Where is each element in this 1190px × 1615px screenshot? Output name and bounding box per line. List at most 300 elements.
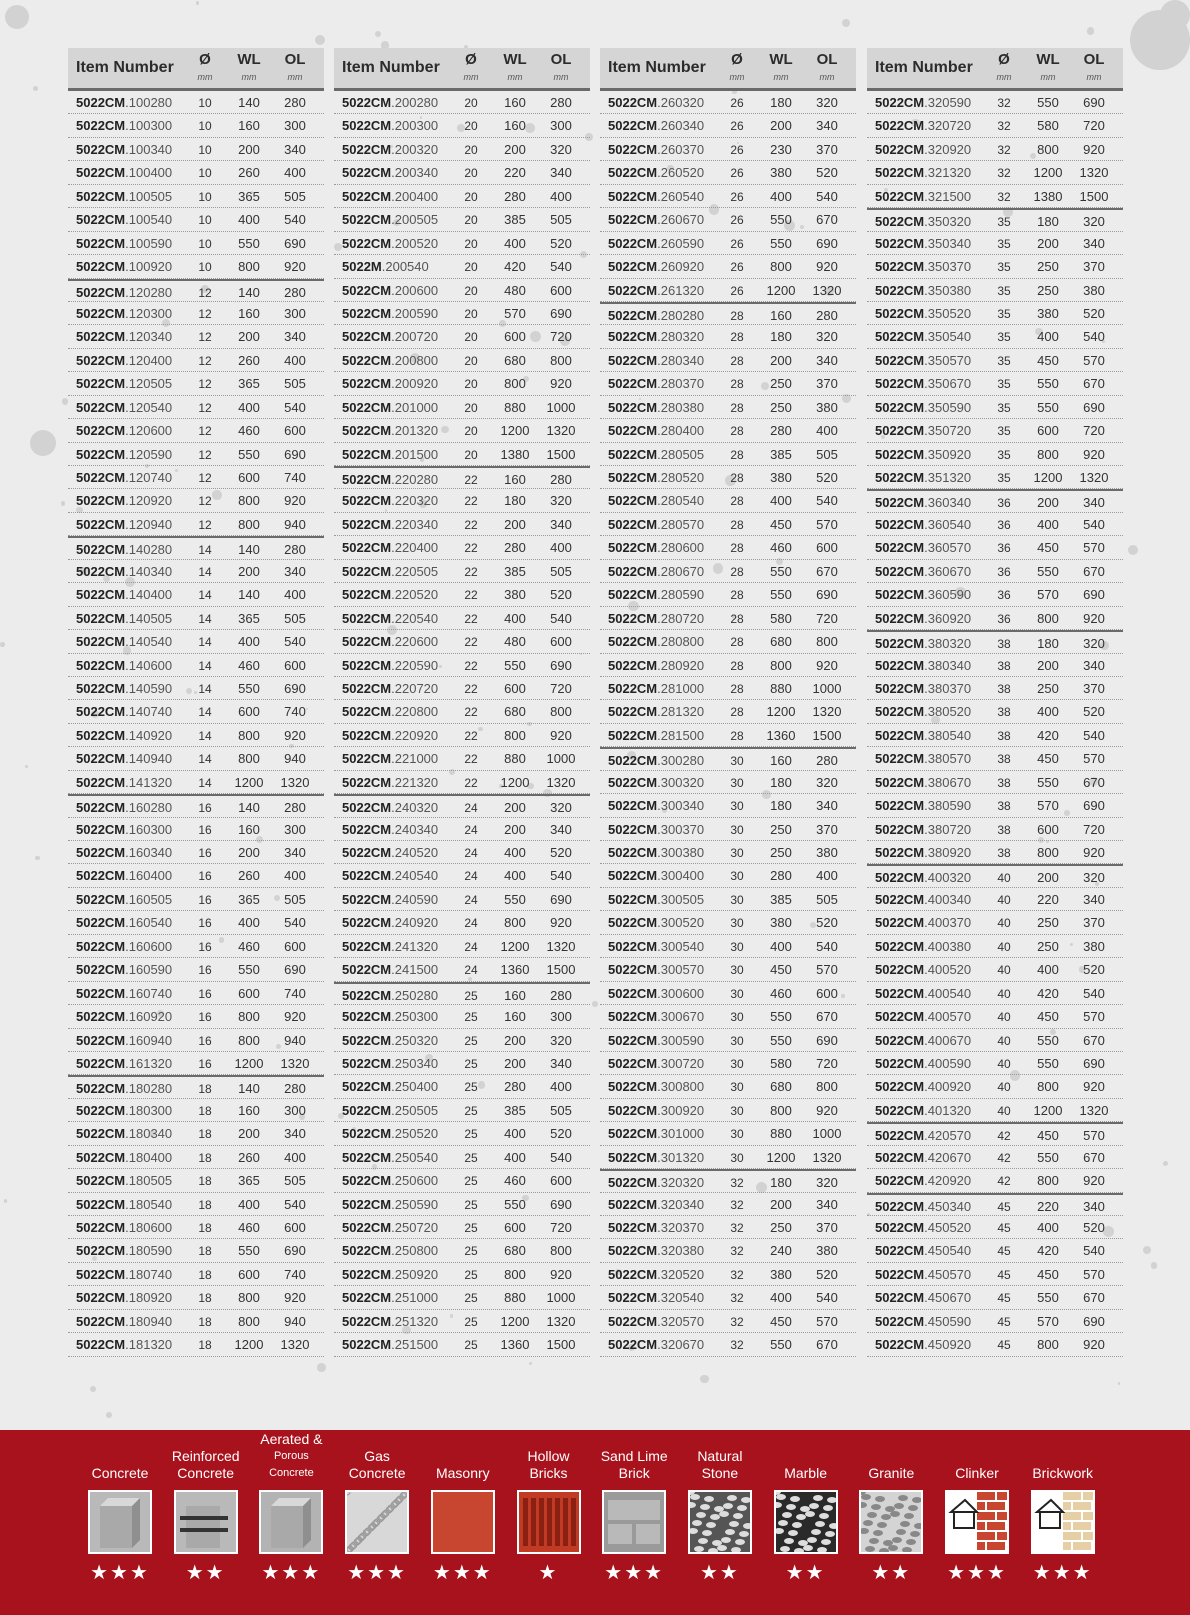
overall-length-value: 320 [550, 1032, 572, 1048]
overall-length-value: 1320 [546, 423, 576, 439]
overall-length-value: 370 [816, 821, 838, 837]
diameter-value: 30 [730, 1033, 744, 1048]
working-length-value: 200 [238, 845, 260, 860]
working-length-value: 250 [1037, 259, 1059, 275]
working-length-value: 800 [1037, 610, 1059, 626]
table-row [600, 700, 856, 723]
working-length-value: 200 [238, 563, 260, 579]
diameter-value: 25 [464, 1291, 478, 1306]
diameter-value: 30 [730, 799, 744, 814]
hollow-brick-icon [517, 1490, 581, 1554]
diameter-value: 35 [997, 400, 1011, 415]
table-row [600, 794, 856, 817]
diameter-value: 14 [198, 588, 212, 603]
diameter-value: 28 [730, 635, 744, 650]
item-number: 5022CM.100340 [76, 141, 173, 157]
overall-length-value: 940 [284, 516, 306, 532]
table-row [600, 325, 856, 348]
item-number: 5022CM.260320 [608, 95, 705, 110]
working-length-value: 250 [1037, 915, 1059, 931]
working-length-value: 550 [238, 1243, 260, 1259]
item-number: 5022CM.140280 [76, 542, 173, 558]
item-number: 5022CM.300540 [608, 938, 705, 954]
diameter-value: 22 [464, 705, 478, 720]
diameter-value: 32 [730, 1221, 744, 1235]
table-row [867, 185, 1123, 208]
overall-length-value: 1320 [546, 1313, 576, 1329]
table-row [867, 302, 1123, 325]
table-row [334, 1075, 590, 1098]
working-length-value: 550 [1037, 774, 1059, 790]
table-row [68, 372, 324, 395]
item-number: 5022CM.301000 [608, 1126, 705, 1142]
item-number: 5022CM.200300 [342, 118, 439, 134]
material-card [337, 1446, 417, 1585]
table-row [334, 232, 590, 255]
material-label: Masonry [435, 1465, 490, 1481]
table-row [867, 583, 1123, 606]
working-length-value: 460 [238, 657, 260, 673]
working-length-value: 380 [770, 915, 792, 931]
overall-length-value: 920 [550, 376, 572, 392]
rating-stars: ★★★ [604, 1562, 665, 1584]
overall-length-value: 540 [284, 1196, 306, 1212]
diameter-value: 14 [198, 705, 212, 720]
overall-length-value: 520 [1083, 305, 1105, 321]
table-row [334, 466, 590, 489]
overall-length-value: 540 [816, 188, 838, 204]
overall-length-value: 505 [550, 563, 572, 579]
diameter-value: 30 [730, 1080, 744, 1095]
item-number: 5022CM.100540 [76, 212, 173, 228]
overall-length-value: 690 [816, 587, 838, 603]
diameter-value: 38 [997, 752, 1011, 767]
item-number: 5022CM.250300 [342, 1009, 439, 1025]
table-row [867, 794, 1123, 817]
overall-length-value: 280 [816, 753, 838, 769]
material-label: Aerated & [260, 1431, 323, 1447]
overall-length-value: 505 [284, 188, 306, 204]
header-unit: mm [819, 72, 835, 82]
working-length-value: 420 [1037, 985, 1059, 1001]
overall-length-value: 690 [1083, 1313, 1105, 1329]
working-length-value: 1200 [234, 774, 264, 790]
item-number: 5022CM.280505 [608, 446, 705, 462]
overall-length-value: 720 [1083, 118, 1105, 134]
overall-length-value: 920 [550, 727, 572, 743]
item-number: 5022CM.320540 [608, 1290, 705, 1306]
rating-stars: ★★★ [90, 1562, 150, 1584]
item-number: 5022CM.220920 [342, 727, 439, 743]
header-unit: mm [1086, 72, 1102, 82]
working-length-value: 800 [238, 493, 260, 509]
working-length-value: 200 [504, 1055, 526, 1071]
working-length-value: 800 [238, 259, 260, 275]
table-row [334, 325, 590, 348]
rating-stars: ★★ [185, 1562, 226, 1584]
overall-length-value: 540 [1083, 329, 1105, 345]
diameter-value: 18 [198, 1338, 212, 1353]
working-length-value: 200 [1037, 870, 1059, 886]
overall-length-value: 505 [284, 610, 306, 626]
table-row [68, 443, 324, 466]
table-body [68, 91, 324, 1357]
working-length-value: 385 [770, 891, 792, 907]
header-unit: mm [729, 72, 745, 82]
overall-length-value: 340 [550, 165, 572, 181]
table-row [867, 724, 1123, 747]
working-length-value: 380 [1037, 305, 1059, 321]
material-card [509, 1446, 589, 1585]
overall-length-value: 505 [284, 1173, 306, 1189]
table-row [600, 1005, 856, 1028]
item-number: 5022CM.160300 [76, 821, 173, 837]
item-number: 5022CM.320380 [608, 1243, 705, 1259]
table-row [68, 1263, 324, 1286]
item-number: 5022CM.180540 [76, 1196, 173, 1212]
rating-stars: ★ [538, 1562, 559, 1584]
diameter-value: 26 [730, 166, 744, 181]
diameter-value: 28 [730, 330, 744, 345]
overall-length-value: 920 [284, 259, 306, 275]
item-number: 5022CM.280280 [608, 307, 705, 323]
table-header [334, 48, 590, 91]
overall-length-value: 280 [550, 987, 572, 1003]
working-length-value: 450 [1037, 1128, 1059, 1144]
diameter-value: 20 [464, 353, 478, 368]
diameter-value: 25 [464, 1314, 478, 1329]
table-row [334, 1029, 590, 1052]
diameter-value: 32 [730, 1291, 744, 1306]
item-number: 5022CM.120920 [76, 493, 173, 509]
diameter-value: 16 [198, 963, 212, 978]
table-row [68, 1122, 324, 1145]
working-length-value: 250 [770, 821, 792, 837]
working-length-value: 460 [770, 540, 792, 556]
overall-length-value: 320 [550, 141, 572, 157]
working-length-value: 580 [770, 610, 792, 626]
rating-stars: ★★★ [432, 1562, 493, 1584]
diameter-value: 28 [730, 424, 744, 439]
material-card [851, 1446, 931, 1585]
diameter-value: 24 [464, 892, 478, 907]
aerated-concrete-icon [259, 1490, 323, 1554]
table-row [600, 583, 856, 606]
working-length-value: 400 [770, 493, 792, 509]
overall-length-value: 540 [550, 868, 572, 884]
diameter-value: 20 [464, 283, 478, 298]
item-number: 5022CM.321320 [875, 165, 972, 181]
table-row [600, 138, 856, 161]
overall-length-value: 670 [816, 563, 838, 579]
item-number: 5022CM.360540 [875, 516, 972, 532]
material-label-block [680, 1446, 760, 1482]
item-number: 5022CM.300800 [608, 1079, 705, 1095]
overall-length-value: 320 [550, 800, 572, 816]
overall-length-value: 1500 [546, 1337, 576, 1353]
overall-length-value: 1000 [546, 751, 576, 767]
header-item-number: Item Number [76, 59, 174, 76]
item-number: 5022CM.360920 [875, 610, 972, 626]
diameter-value: 25 [464, 1221, 478, 1235]
working-length-value: 550 [238, 962, 260, 978]
working-length-value: 800 [238, 1313, 260, 1329]
item-number: 5022CM.450570 [875, 1266, 972, 1282]
diameter-value: 24 [464, 869, 478, 884]
table-row [68, 1333, 324, 1356]
diameter-value: 20 [464, 400, 478, 415]
diameter-value: 12 [198, 285, 212, 300]
working-length-value: 280 [770, 423, 792, 439]
diameter-value: 16 [198, 869, 212, 884]
material-label-block [337, 1446, 417, 1482]
table-row [600, 443, 856, 466]
diameter-value: 25 [464, 1056, 478, 1071]
diameter-value: 28 [730, 400, 744, 415]
working-length-value: 550 [1037, 563, 1059, 579]
working-length-value: 200 [770, 1196, 792, 1212]
diameter-value: 25 [464, 1338, 478, 1353]
diameter-value: 30 [730, 754, 744, 769]
overall-length-value: 340 [284, 845, 306, 860]
item-number: 5022CM.140400 [76, 587, 173, 603]
working-length-value: 200 [238, 329, 260, 345]
diameter-value: 16 [198, 846, 212, 860]
material-label: Gas [364, 1448, 390, 1464]
working-length-value: 550 [770, 587, 792, 603]
table-row [600, 1146, 856, 1169]
table-row [334, 1052, 590, 1075]
table-row [600, 372, 856, 395]
header-working-length: WL [1036, 51, 1060, 68]
working-length-value: 400 [1037, 704, 1059, 720]
table-row [600, 888, 856, 911]
table-row [600, 864, 856, 887]
item-number: 5022CM.250340 [342, 1055, 439, 1071]
item-number: 5022CM.120280 [76, 284, 173, 300]
item-number: 5022CM.250800 [342, 1243, 439, 1259]
overall-length-value: 340 [284, 329, 306, 345]
diameter-value: 18 [198, 1221, 212, 1235]
table-row [68, 583, 324, 606]
diameter-value: 14 [198, 564, 212, 579]
overall-length-value: 540 [816, 938, 838, 954]
table-row [600, 185, 856, 208]
material-label-block [423, 1446, 503, 1482]
overall-length-value: 920 [1083, 610, 1105, 626]
overall-length-value: 920 [1083, 141, 1105, 157]
working-length-value: 880 [770, 680, 792, 696]
diameter-value: 25 [464, 1267, 478, 1282]
table-row [334, 1005, 590, 1028]
item-number: 5022CM.160280 [76, 800, 173, 816]
table-row [334, 419, 590, 442]
item-number: 5022CM.200400 [342, 188, 439, 204]
material-label-block [1023, 1446, 1103, 1482]
table-row [600, 1239, 856, 1262]
overall-length-value: 505 [816, 446, 838, 462]
overall-length-value: 920 [550, 1266, 572, 1282]
working-length-value: 460 [238, 1220, 260, 1235]
table-row [600, 349, 856, 372]
table-row [334, 888, 590, 911]
item-number: 5022CM.250920 [342, 1266, 439, 1282]
overall-length-value: 400 [816, 423, 838, 439]
table-row [334, 489, 590, 512]
table-row [867, 279, 1123, 302]
clinker-icon [945, 1490, 1009, 1554]
material-label: Reinforced [171, 1448, 240, 1464]
item-table-column [68, 48, 324, 1357]
working-length-value: 800 [238, 1009, 260, 1025]
table-row [334, 1169, 590, 1192]
diameter-value: 26 [730, 236, 744, 251]
item-number: 5022CM.280600 [608, 540, 705, 556]
working-length-value: 200 [238, 1126, 260, 1142]
table-row [600, 1052, 856, 1075]
overall-length-value: 920 [816, 1102, 838, 1118]
diameter-value: 12 [198, 353, 212, 368]
overall-length-value: 370 [816, 141, 838, 157]
diameter-value: 22 [464, 681, 478, 696]
material-card [937, 1446, 1017, 1585]
diameter-value: 26 [730, 119, 744, 134]
working-length-value: 160 [504, 987, 526, 1003]
diameter-value: 30 [730, 846, 744, 860]
diameter-value: 14 [198, 543, 212, 558]
overall-length-value: 1320 [280, 774, 310, 790]
item-number: 5022CM.280520 [608, 470, 705, 485]
overall-length-value: 320 [816, 1175, 838, 1191]
overall-length-value: 400 [816, 868, 838, 884]
material-label: Granite [868, 1465, 915, 1481]
material-label: Concrete [348, 1465, 406, 1481]
overall-length-value: 720 [1083, 821, 1105, 837]
item-number: 5022CM.300280 [608, 753, 705, 769]
item-number: 5022CM.220280 [342, 472, 439, 487]
diameter-value: 45 [997, 1199, 1011, 1214]
working-length-value: 800 [238, 516, 260, 532]
diameter-value: 20 [464, 377, 478, 392]
diameter-value: 35 [997, 377, 1011, 392]
overall-length-value: 940 [284, 1032, 306, 1048]
table-row [867, 935, 1123, 958]
item-number: 5022CM.380570 [875, 751, 972, 767]
overall-length-value: 540 [1083, 727, 1105, 743]
overall-length-value: 1320 [280, 1337, 310, 1353]
item-number: 5022CM.400340 [875, 891, 972, 907]
working-length-value: 460 [238, 423, 260, 439]
working-length-value: 800 [1037, 446, 1059, 462]
overall-length-value: 400 [284, 352, 306, 368]
working-length-value: 400 [504, 1149, 526, 1165]
diameter-value: 35 [997, 260, 1011, 275]
overall-length-value: 690 [1083, 95, 1105, 110]
overall-length-value: 520 [550, 1126, 572, 1142]
table-row [600, 841, 856, 864]
table-row [867, 1193, 1123, 1216]
overall-length-value: 1320 [1079, 1102, 1109, 1118]
diameter-value: 45 [997, 1267, 1011, 1282]
overall-length-value: 540 [284, 915, 306, 931]
working-length-value: 1360 [500, 962, 530, 978]
item-number: 5022CM.100920 [76, 259, 173, 275]
diameter-value: 35 [997, 306, 1011, 321]
working-length-value: 420 [1037, 1243, 1059, 1259]
diameter-value: 18 [198, 1103, 212, 1118]
table-row [334, 583, 590, 606]
item-number: 5022CM.350720 [875, 423, 972, 439]
working-length-value: 450 [1037, 751, 1059, 767]
diameter-value: 20 [464, 119, 478, 134]
item-number: 5022CM.320340 [608, 1196, 705, 1212]
working-length-value: 550 [770, 212, 792, 228]
overall-length-value: 520 [816, 165, 838, 181]
table-row [68, 513, 324, 536]
item-number: 5022CM.160505 [76, 891, 173, 907]
working-length-value: 680 [770, 634, 792, 650]
item-table-column [334, 48, 590, 1357]
item-number: 5022CM.280370 [608, 376, 705, 392]
working-length-value: 280 [504, 1079, 526, 1095]
item-number: 5022CM.260520 [608, 165, 705, 181]
masonry-icon [431, 1490, 495, 1554]
working-length-value: 400 [1037, 962, 1059, 978]
diameter-value: 20 [464, 424, 478, 439]
overall-length-value: 280 [550, 95, 572, 110]
diameter-value: 36 [997, 517, 1011, 532]
overall-length-value: 340 [284, 141, 306, 157]
overall-length-value: 570 [816, 962, 838, 978]
diameter-value: 12 [198, 306, 212, 321]
overall-length-value: 570 [1083, 540, 1105, 556]
overall-length-value: 1000 [546, 1290, 576, 1306]
header-unit: mm [287, 72, 303, 82]
working-length-value: 800 [504, 915, 526, 931]
table-row [68, 771, 324, 794]
working-length-value: 220 [1037, 1198, 1059, 1214]
table-row [334, 255, 590, 278]
diameter-value: 35 [997, 236, 1011, 251]
working-length-value: 550 [504, 1196, 526, 1212]
working-length-value: 570 [1037, 1313, 1059, 1329]
item-number: 5022CM.180940 [76, 1313, 173, 1329]
overall-length-value: 690 [550, 891, 572, 907]
diameter-value: 36 [997, 541, 1011, 556]
item-table-column [600, 48, 856, 1357]
item-number: 5022CM.140920 [76, 727, 173, 743]
item-number: 5022CM.180300 [76, 1102, 173, 1118]
diameter-value: 16 [198, 916, 212, 931]
table-row [334, 1239, 590, 1262]
overall-length-value: 1000 [812, 1126, 842, 1142]
table-row [334, 982, 590, 1005]
header-unit: mm [1040, 72, 1056, 82]
diameter-value: 28 [730, 705, 744, 720]
table-row [600, 114, 856, 137]
table-row [600, 1029, 856, 1052]
table-row [867, 443, 1123, 466]
diameter-value: 16 [198, 1010, 212, 1025]
overall-length-value: 940 [284, 1313, 306, 1329]
diameter-value: 12 [198, 377, 212, 392]
material-card [423, 1446, 503, 1585]
diameter-value: 24 [464, 939, 478, 954]
diameter-value: 22 [464, 752, 478, 767]
table-row [68, 232, 324, 255]
header-diameter: Ø [465, 51, 477, 68]
item-number: 5022CM.280320 [608, 329, 705, 345]
